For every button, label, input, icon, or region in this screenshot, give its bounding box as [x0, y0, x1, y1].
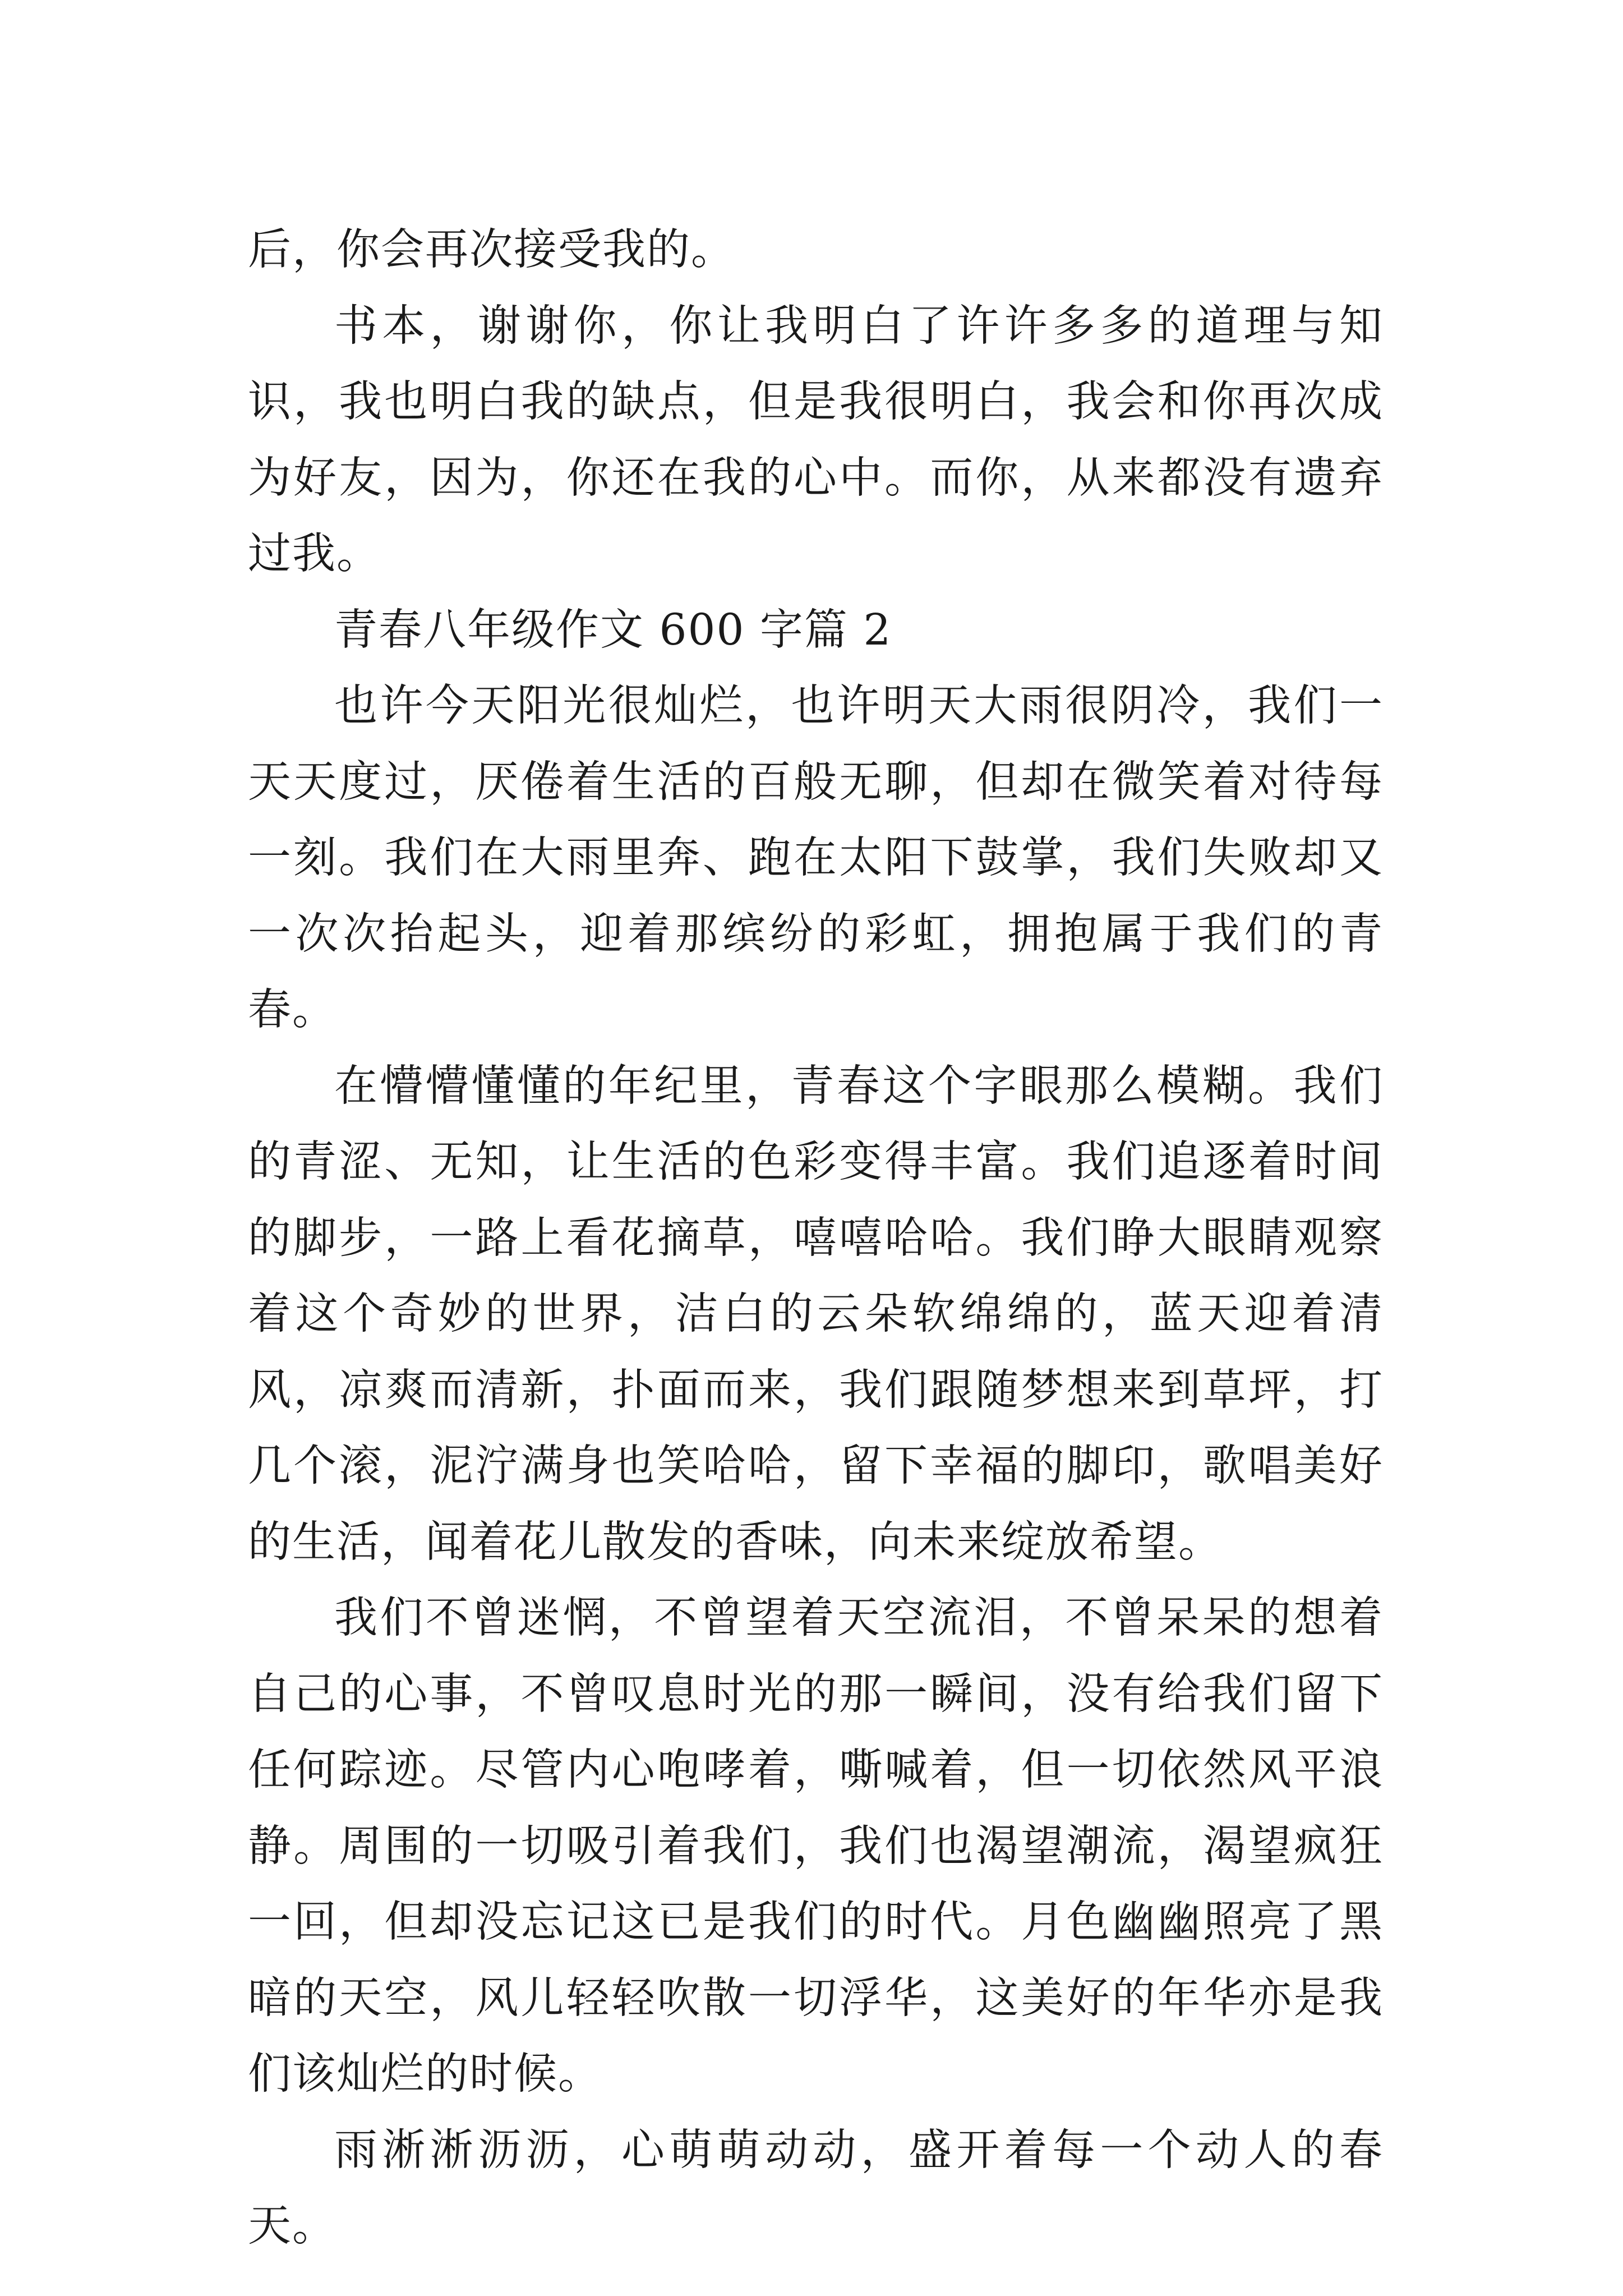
document-body	[248, 212, 1384, 2265]
paragraph: 也许今天阳光很灿烂，也许明天大雨很阴冷，我们一天天度过，厌倦着生活的百般无聊，但却在微笑着对待每一刻。我们在大雨里奔、跑在太阳下鼓掌，我们失败却又一次次抬起头，迎着那缤纷的彩虹，拥抱属于我们的青春。	[248, 681, 1384, 1035]
paragraph: 在懵懵懂懂的年纪里，青春这个字眼那么模糊。我们的青涩、无知，让生活的色彩变得丰富。我们追逐着时间的脚步，一路上看花摘草，嘻嘻哈哈。我们睁大眼睛观察着这个奇妙的世界，洁白的云朵软绵绵的，蓝天迎着清风，凉爽而清新，扑面而来，我们跟随梦想来到草坪，打几个滚，泥泞满身也笑哈哈，留下幸福的脚印，歌唱美好的生活，闻着花儿散发的香味，向未来绽放希望。	[248, 1061, 1384, 1567]
paragraph: 书本，谢谢你，你让我明白了许许多多的道理与知识，我也明白我的缺点，但是我很明白，我会和你再次成为好友，因为，你还在我的心中。而你，从来都没有遗弃过我。	[248, 301, 1384, 579]
paragraph-continuation: 后，你会再次接受我的。	[248, 225, 735, 275]
paragraph: 我们不曾迷惘，不曾望着天空流泪，不曾呆呆的想着自己的心事，不曾叹息时光的那一瞬间，没有给我们留下任何踪迹。尽管内心咆哮着，嘶喊着，但一切依然风平浪静。周围的一切吸引着我们，我们也渴望潮流，渴望疯狂一回，但却没忘记这已是我们的时代。月色幽幽照亮了黑暗的天空，风儿轻轻吹散一切浮华，这美好的年华亦是我们该灿烂的时候。	[248, 1593, 1384, 2099]
section-heading: 青春八年级作文 600 字篇 2	[334, 605, 892, 655]
paragraph: 雨淅淅沥沥，心萌萌动动，盛开着每一个动人的春天。	[248, 2125, 1384, 2251]
